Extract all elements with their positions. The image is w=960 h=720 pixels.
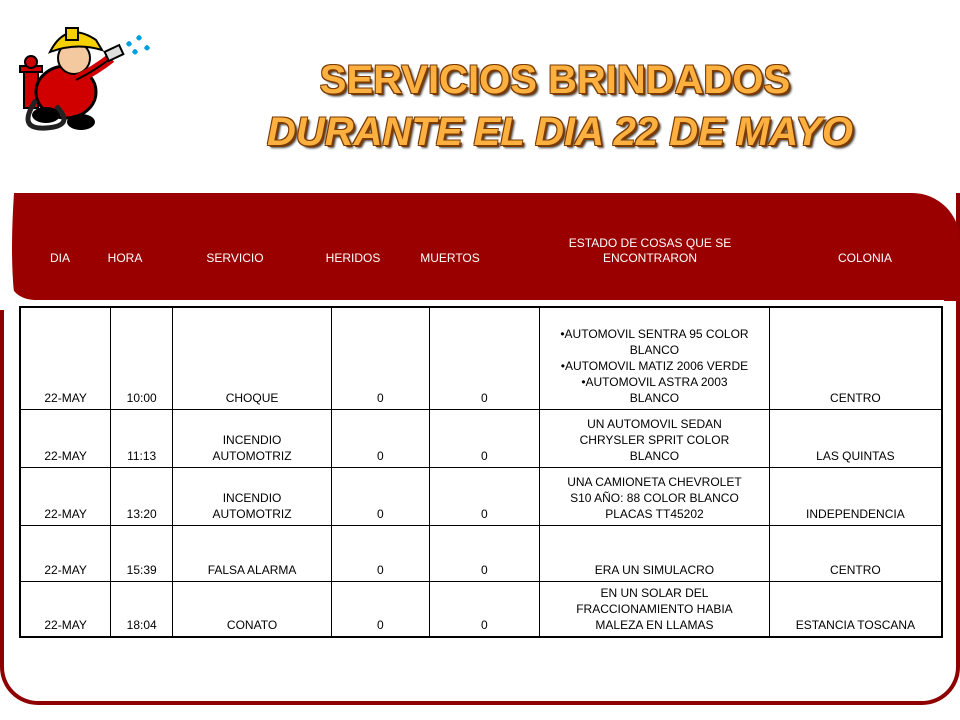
estado-line: UNA CAMIONETA CHEVROLET S10 AÑO: 88 COLOR BLANCO PLACAS TT45202 (567, 474, 742, 521)
firefighter-mascot-icon (6, 10, 156, 135)
estado-line: •AUTOMOVIL ASTRA 2003 BLANCO (581, 374, 728, 405)
cell-servicio: INCENDIO AUTOMOTRIZ (173, 467, 332, 525)
cell-dia: 22-MAY (20, 581, 111, 637)
estado-line: •AUTOMOVIL SENTRA 95 COLOR BLANCO (560, 326, 749, 357)
col-header-muertos: MUERTOS (420, 251, 480, 265)
col-header-colonia: COLONIA (837, 251, 892, 265)
col-header-servicio: SERVICIO (206, 251, 264, 265)
cell-hora: 11:13 (111, 409, 173, 467)
cell-muertos: 0 (429, 409, 540, 467)
cell-hora: 10:00 (111, 307, 173, 409)
cell-servicio: INCENDIO AUTOMOTRIZ (173, 409, 332, 467)
page-subtitle: DURANTE EL DIA 22 DE MAYO (267, 110, 853, 154)
cell-heridos: 0 (332, 307, 430, 409)
estado-line: •AUTOMOVIL MATIZ 2006 VERDE (560, 358, 749, 373)
cell-muertos: 0 (429, 581, 540, 637)
cell-estado (540, 467, 770, 525)
table-row (20, 525, 942, 581)
cell-muertos: 0 (429, 525, 540, 581)
cell-hora: 18:04 (111, 581, 173, 637)
table-row (20, 409, 942, 467)
cell-dia: 22-MAY (20, 409, 111, 467)
table-row (20, 581, 942, 637)
table-row (20, 467, 942, 525)
cell-estado (540, 525, 770, 581)
table-row (20, 307, 942, 409)
col-header-hora: HORA (107, 251, 143, 265)
cell-heridos: 0 (332, 467, 430, 525)
cell-hora: 15:39 (111, 525, 173, 581)
estado-line: ERA UN SIMULACRO (594, 562, 715, 577)
cell-heridos: 0 (332, 409, 430, 467)
cell-colonia: ESTANCIA TOSCANA (769, 581, 942, 637)
cell-servicio: CHOQUE (173, 307, 332, 409)
page-title: SERVICIOS BRINDADOS (319, 58, 791, 102)
cell-dia: 22-MAY (20, 467, 111, 525)
cell-servicio: CONATO (173, 581, 332, 637)
estado-line: EN UN SOLAR DEL FRACCIONAMIENTO HABIA MALEZA EN LLAMAS (576, 586, 733, 632)
cell-hora: 13:20 (111, 467, 173, 525)
cell-dia: 22-MAY (20, 525, 111, 581)
cell-muertos: 0 (429, 467, 540, 525)
cell-dia: 22-MAY (20, 307, 111, 409)
services-table (19, 306, 943, 638)
col-header-estado-line2: ENCONTRARON (602, 251, 697, 265)
cell-colonia: CENTRO (769, 525, 942, 581)
col-header-estado (540, 236, 760, 266)
cell-servicio: FALSA ALARMA (173, 525, 332, 581)
header-bottom-curve (0, 270, 960, 310)
cell-heridos: 0 (332, 525, 430, 581)
cell-estado (540, 409, 770, 467)
col-header-heridos: HERIDOS (325, 251, 381, 265)
col-header-dia: DIA (49, 251, 70, 265)
estado-line: UN AUTOMOVIL SEDAN CHRYSLER SPRIT COLOR BLANCO (579, 416, 730, 463)
cell-colonia: INDEPENDENCIA (769, 467, 942, 525)
cell-colonia: CENTRO (769, 307, 942, 409)
cell-heridos: 0 (332, 581, 430, 637)
cell-estado (540, 581, 770, 637)
cell-estado (540, 307, 770, 409)
col-header-estado-line1: ESTADO DE COSAS QUE SE (568, 236, 732, 250)
cell-muertos: 0 (429, 307, 540, 409)
cell-colonia: LAS QUINTAS (769, 409, 942, 467)
